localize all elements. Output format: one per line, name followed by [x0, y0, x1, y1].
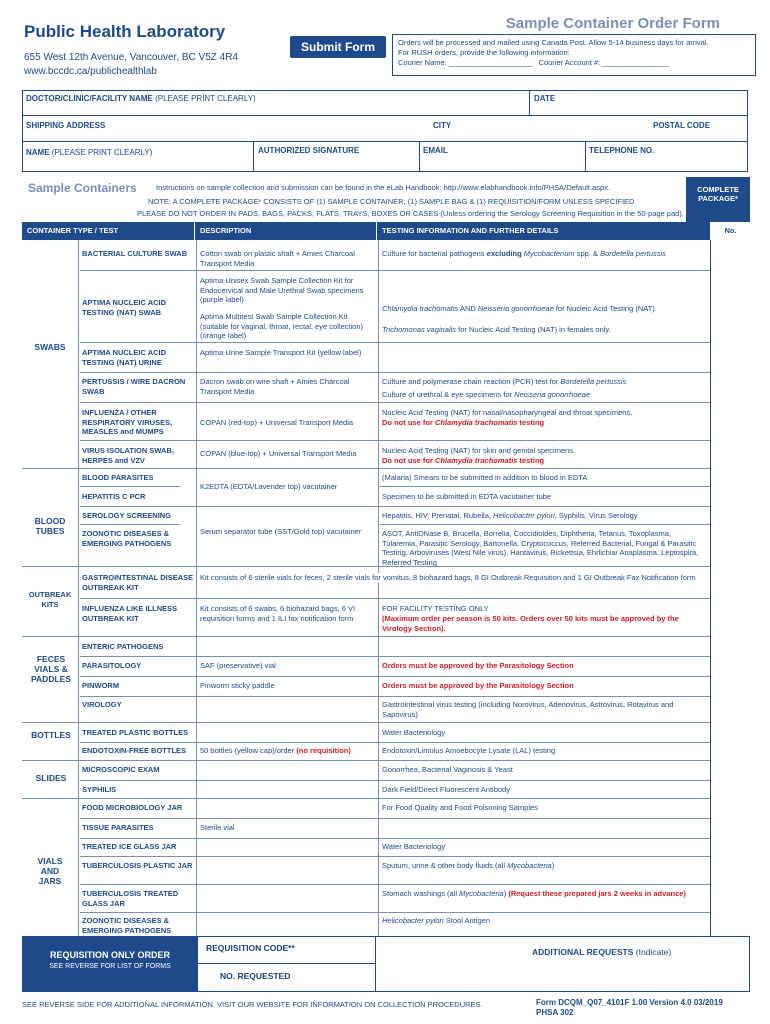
info-pinworm: Orders must be approved by the Parasitology Section [382, 681, 574, 690]
lab-address: 655 West 12th Avenue, Vancouver, BC V5Z 4R4 [24, 52, 239, 63]
info-tb-glass: Stomach washings (all Mycobacteria) (Request these prepared jars 2 weeks in advance) [382, 889, 686, 898]
additional-requests-label: ADDITIONAL REQUESTS [532, 947, 634, 957]
info-microscopic: Gonorrhea, Bacterial Vaginosis & Yeast [382, 765, 513, 774]
info-virus-isolation: Nucleic Acid Testing (NAT) for skin and genital specimens. [382, 446, 576, 455]
authorized-signature-field[interactable]: AUTHORIZED SIGNATURE [258, 146, 360, 155]
name-row [22, 142, 748, 172]
desc-sterile-vial: Sterile vial [200, 823, 235, 832]
lab-website: www.bccdc.ca/publichealthlab [24, 66, 157, 77]
form-title: Sample Container Order Form [505, 15, 720, 32]
form-code-line2: PHSA 302 [536, 1008, 574, 1017]
desc-influenza: COPAN (red-top) + Universal Transport Media [200, 418, 354, 427]
row-tb-plastic: TUBERCULOSIS PLASTIC JAR [82, 861, 193, 870]
package-note: NOTE: A COMPLETE PACKAGE* CONSISTS OF (1) SAMPLE CONTAINER, (1) SAMPLE BAG & (1) REQUISITION/FORM UNLESS SPECIFIED [148, 197, 635, 206]
group-slides: SLIDES [35, 773, 67, 783]
row-treated-plastic: TREATED PLASTIC BOTTLES [82, 728, 189, 737]
see-reverse-label: SEE REVERSE FOR LIST OF FORMS [49, 963, 171, 970]
info-influenza: Nucleic Acid Testing (NAT) for nasal/nasopharyngeal and throat specimens. [382, 408, 633, 417]
info-endotoxin: Endotoxin/Limulus Amoebocyte Lysate (LAL) testing [382, 746, 556, 755]
row-aptima-urine: APTIMA NUCLEIC ACID TESTING (NAT) URINE [82, 348, 167, 367]
desc-pinworm: Pinworm sticky paddle [200, 681, 275, 690]
desc-saf: SAF (preservative) vial [200, 661, 276, 670]
address-row [22, 116, 748, 142]
row-gi-outbreak: GASTROINTESTINAL DISEASE OUTBREAK KIT [82, 573, 194, 592]
desc-bacterial-culture: Cotton swab on plastic shaft + Amies Charcoal Transport Media [200, 249, 355, 268]
group-blood-tubes: BLOOD TUBES [34, 516, 66, 536]
col-header-testing: TESTING INFORMATION AND FURTHER DETAILS [376, 222, 710, 240]
requisition-code-label: REQUISITION CODE** [206, 943, 295, 953]
row-ili-outbreak: INFLUENZA LIKE ILLNESS OUTBREAK KIT [82, 604, 178, 623]
info-treated-plastic: Water Bacteriology [382, 728, 446, 737]
form-code-line1: Form DCQM_Q07_4101F 1.00 Version 4.0 03/2019 [536, 998, 723, 1007]
col-header-no: No. [710, 222, 750, 240]
group-feces: FECES VIALS & PADDLES [31, 654, 71, 684]
quantity-column [710, 240, 750, 936]
row-zoonotic-blood: ZOONOTIC DISEASES & EMERGING PATHOGENS [82, 529, 172, 548]
row-virus-isolation: VIRUS ISOLATION SWAB, HERPES and VZV [82, 446, 174, 465]
info-zoonotic: ASOT, AntiDNase B, Brucella, Borrelia, Coccidioides, Diphtheria, Tetanus, Toxoplasma, Tularemia, Parasitic Serology, Bartonella, Cryptococcus, Referred Bacterial, Fungal & Parasitic Testing, Arboviruses (West Nile virus), Hantavirus, Rickettsia, Ehrlichia/ Anaplasma, Leptospira, Referred Testing [382, 529, 699, 567]
row-microscopic: MICROSCOPIC EXAM [82, 765, 160, 774]
info-tb-plastic: Sputum, urine & other body fluids (all Mycobacteria) [382, 861, 555, 870]
postal-code-field[interactable]: POSTAL CODE [653, 121, 711, 130]
row-treated-ice: TREATED ICE GLASS JAR [82, 842, 177, 851]
row-influenza: INFLUENZA / OTHER RESPIRATORY VIRUSES, MEASLES and MUMPS [82, 408, 173, 436]
info-aptima-tv: Trichomonas vaginalis for Nucleic Acid Testing (NAT) in females only. [382, 325, 611, 334]
courier-account-field[interactable]: Courier Account #: ________________ [538, 58, 670, 67]
desc-edta: K2EDTA (EDTA/Lavender top) vacutainer [200, 482, 338, 491]
info-food-micro: For Food Quality and Food Poisoning Samples [382, 803, 538, 812]
email-field[interactable]: EMAIL [423, 146, 448, 155]
info-treated-ice: Water Bacteriology [382, 842, 446, 851]
facility-name-field[interactable]: DOCTOR/CLINIC/FACILITY NAME (PLEASE PRINT CLEARLY) [26, 94, 256, 103]
desc-gi-outbreak: Kit consists of 6 sterile vials for feces, 2 sterile vials for vomitus, 8 biohazard bags, 8 GI Outbreak Requisition and 1 GI Outbreak Fax Notification form [200, 573, 706, 583]
row-syphilis: SYPHILIS [82, 785, 117, 794]
facility-row [22, 90, 748, 116]
row-hep-c-pcr: HEPATITIS C PCR [82, 492, 146, 501]
desc-aptima-urine: Aptima Urine Sample Transport Kit (yellow label) [200, 348, 362, 357]
row-blood-parasites: BLOOD PARASITES [82, 473, 154, 482]
group-vials-jars: VIALS AND JARS [37, 856, 63, 886]
row-pinworm: PINWORM [82, 681, 120, 690]
footer-note: SEE REVERSE SIDE FOR ADDITIONAL INFORMATION. VISIT OUR WEBSITE FOR INFORMATION ON COLLECTION PROCEDURES. [22, 1000, 483, 1009]
info-hep-c: Specimen to be submitted in EDTA vacutainer tube [382, 492, 552, 501]
desc-aptima-multitest: Aptima Multitest Swab Sample Collection Kit (suitable for vaginal, throat, rectal, eye collection) (orange label) [200, 312, 363, 340]
row-tissue-parasites: TISSUE PARASITES [82, 823, 154, 832]
group-swabs: SWABS [34, 342, 66, 352]
additional-indicate-label: (Indicate) [635, 947, 672, 957]
requisition-only-box [22, 936, 198, 992]
row-endotoxin: ENDOTOXIN-FREE BOTTLES [82, 746, 187, 755]
order-info-box [392, 34, 756, 76]
info-virus-isolation-warning: Do not use for Chlamydia trachomatis testing [382, 456, 545, 465]
form-code [536, 998, 723, 1018]
telephone-field[interactable]: TELEPHONE NO. [589, 146, 655, 155]
ordering-note: PLEASE DO NOT ORDER IN PADS, BAGS, PACKS, FLATS, TRAYS, BOXES OR CASES (Unless ordering the Serology Screening Requisition in the 50-page pad). [137, 209, 684, 218]
info-pertussis-1: Culture and polymerase chain reaction (PCR) test for Bordetella pertussis [382, 377, 627, 386]
group-bottles: BOTTLES [31, 730, 71, 740]
date-field[interactable]: DATE [534, 94, 556, 103]
desc-ili-outbreak: Kit consists of 6 swabs, 6 biohazard bags, 6 VI requisition forms and 1 ILI fax notification form [200, 604, 356, 623]
group-outbreak-kits: OUTBREAK KITS [28, 590, 72, 609]
desc-virus-isolation: COPAN (blue-top) + Universal Transport Media [200, 449, 357, 458]
desc-sst: Serum separator tube (SST/Gold top) vacutainer [200, 527, 362, 536]
no-requested-label: NO. REQUESTED [220, 971, 291, 981]
col-header-description: DESCRIPTION [194, 222, 376, 240]
instructions-text: Instructions on sample collection and submission can be found in the eLab Handbook: http://www.elabhandbook.info/PHSA/Default.aspx. [156, 183, 611, 192]
info-bacterial-culture: Culture for bacterial pathogens excluding Mycobacterium spp. & Bordetella pertussis [382, 249, 666, 258]
courier-name-field[interactable]: Courier Name: ____________________ [398, 58, 533, 67]
info-blood-parasites: (Malaria) Smears to be submitted in addition to blood in EDTA [382, 473, 588, 482]
row-pertussis: PERTUSSIS / WIRE DACRON SWAB [82, 377, 186, 396]
shipping-address-field[interactable]: SHIPPING ADDRESS [26, 121, 106, 130]
section-title: Sample Containers [28, 181, 137, 195]
desc-aptima-unisex: Aptima Unisex Swab Sample Collection Kit for Endocervical and Male Urethral Swab specimens (purple label) [200, 276, 364, 304]
info-ili-max: (Maximum order per season is 50 kits. Orders over 50 kits must be approved by the Virology Section). [382, 614, 679, 633]
info-pertussis-2: Culture of urethral & eye specimens for Neisseria gonorrhoeae [382, 390, 591, 399]
col-header-container: CONTAINER TYPE / TEST [22, 222, 194, 240]
row-serology: SEROLOGY SCREENING [82, 511, 172, 520]
order-info-line2: For RUSH orders, provide the following information: [398, 48, 570, 57]
desc-endotoxin: 50 bottles (yellow cap)/order (no requisition) [200, 746, 351, 755]
info-h-pylori: Helicobacter pylori Stool Antigen [382, 916, 490, 925]
info-parasitology: Orders must be approved by the Parasitology Section [382, 661, 574, 670]
requisition-only-label: REQUISITION ONLY ORDER [49, 950, 171, 960]
info-aptima-ct-ng: Chlamydia trachomatis AND Neisseria gonorrhoeae for Nucleic Acid Testing (NAT). [382, 304, 657, 313]
lab-title: Public Health Laboratory [24, 22, 226, 41]
info-syphilis: Dark Field/Direct Fluorescent Antibody [382, 785, 510, 794]
row-food-micro: FOOD MICROBIOLOGY JAR [82, 803, 183, 812]
row-parasitology: PARASITOLOGY [82, 661, 142, 670]
requisition-code-field[interactable] [198, 936, 376, 964]
no-requested-field[interactable] [198, 964, 376, 992]
row-virology: VIROLOGY [82, 700, 122, 709]
info-serology: Hepatitis, HIV, Prenatal, Rubella, Helicobacter pylori, Syphilis, Virus Serology [382, 511, 638, 520]
info-ili-facility: FOR FACILITY TESTING ONLY [382, 604, 489, 613]
additional-requests-field[interactable] [532, 947, 671, 957]
info-influenza-warning: Do not use for Chlamydia trachomatis testing [382, 418, 545, 427]
desc-pertussis: Dacron swab on wire shaft + Amies Charcoal Transport Media [200, 377, 350, 396]
city-field[interactable]: CITY [433, 121, 452, 130]
submit-form-button[interactable]: Submit Form [290, 36, 386, 58]
row-zoonotic-jar: ZOONOTIC DISEASES & EMERGING PATHOGENS [82, 916, 172, 935]
row-aptima-swab: APTIMA NUCLEIC ACID TESTING (NAT) SWAB [82, 298, 167, 317]
complete-package-label: COMPLETE PACKAGE* [686, 177, 750, 222]
row-enteric: ENTERIC PATHOGENS [82, 642, 164, 651]
row-tb-glass: TUBERCULOSIS TREATED GLASS JAR [82, 889, 179, 908]
name-field[interactable]: NAME (PLEASE PRINT CLEARLY) [26, 148, 153, 157]
info-virology: Gastrointestinal virus testing (including Norovirus, Adenovirus, Astrovirus, Rotavirus and Sapovirus) [382, 700, 674, 719]
row-bacterial-culture-swab: BACTERIAL CULTURE SWAB [82, 249, 188, 258]
order-info-line1: Orders will be processed and mailed using Canada Post. Allow 5-14 business days for arrival. [398, 38, 709, 47]
